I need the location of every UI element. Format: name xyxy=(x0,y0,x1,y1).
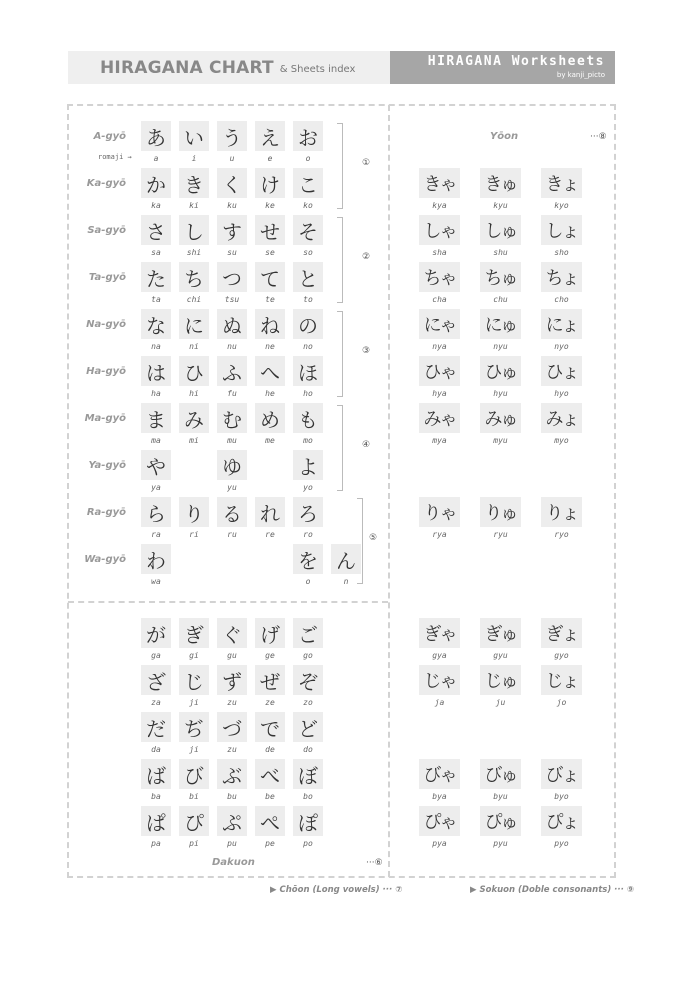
kana-tile: ちゅ xyxy=(480,262,521,292)
romaji-label: nyo xyxy=(554,342,569,351)
row-label: Ya-gyō xyxy=(88,460,126,471)
romaji-label: myo xyxy=(554,436,569,445)
kana-tile: ひ xyxy=(179,356,209,386)
brand-byline: by kanji_picto xyxy=(556,71,605,79)
group-number: ④ xyxy=(362,440,371,450)
group-number: ② xyxy=(362,252,371,262)
romaji-label: ra xyxy=(151,530,161,539)
romaji-label: tsu xyxy=(224,295,240,304)
romaji-label: a xyxy=(153,154,159,163)
choon-label: Chōon (Long vowels) ··· ⑦ xyxy=(279,885,403,895)
kana-tile: りゅ xyxy=(480,497,521,527)
kana-tile: ま xyxy=(141,403,171,433)
romaji-label: ta xyxy=(151,295,161,304)
romaji-label: gya xyxy=(432,651,447,660)
romaji-label: ji xyxy=(189,745,199,754)
page-title: HIRAGANA CHART xyxy=(100,57,274,78)
romaji-label: pu xyxy=(227,839,237,848)
kana-tile: りゃ xyxy=(419,497,460,527)
kana-tile: げ xyxy=(255,618,285,648)
romaji-label: hyo xyxy=(554,389,569,398)
kana-tile: みゅ xyxy=(480,403,521,433)
kana-tile: ぶ xyxy=(217,759,247,789)
kana-tile: ほ xyxy=(293,356,323,386)
romaji-label: de xyxy=(265,745,275,754)
romaji-label: za xyxy=(151,698,161,707)
romaji-label: ku xyxy=(227,201,237,210)
romaji-label: shu xyxy=(493,248,508,257)
group-bracket xyxy=(337,123,343,209)
romaji-label: ryo xyxy=(554,530,569,539)
group-bracket xyxy=(337,311,343,397)
kana-tile: あ xyxy=(141,121,171,151)
kana-tile: ご xyxy=(293,618,323,648)
kana-tile: り xyxy=(179,497,209,527)
kana-tile: は xyxy=(141,356,171,386)
kana-tile: さ xyxy=(141,215,171,245)
romaji-label: pe xyxy=(265,839,275,848)
romaji-label: pyo xyxy=(554,839,569,848)
kana-tile: びょ xyxy=(541,759,582,789)
romaji-label: ze xyxy=(265,698,275,707)
romaji-label: yu xyxy=(227,483,237,492)
romaji-label: kyu xyxy=(493,201,508,210)
romaji-label: ni xyxy=(189,342,199,351)
kana-tile: み xyxy=(179,403,209,433)
kana-tile: き xyxy=(179,168,209,198)
group-number: ① xyxy=(362,158,371,168)
romaji-note: romaji → xyxy=(98,153,132,161)
romaji-label: nya xyxy=(432,342,447,351)
row-label: Ka-gyō xyxy=(86,178,126,189)
kana-tile: みょ xyxy=(541,403,582,433)
kana-tile: れ xyxy=(255,497,285,527)
triangle-right-icon: ▶ xyxy=(270,885,277,895)
kana-tile: つ xyxy=(217,262,247,292)
kana-tile: け xyxy=(255,168,285,198)
romaji-label: se xyxy=(265,248,275,257)
kana-tile: きょ xyxy=(541,168,582,198)
yoon-title: Yōon xyxy=(490,131,519,142)
romaji-label: mya xyxy=(432,436,447,445)
romaji-label: ja xyxy=(434,698,445,707)
kana-tile: ば xyxy=(141,759,171,789)
romaji-label: ri xyxy=(189,530,199,539)
kana-tile: ちょ xyxy=(541,262,582,292)
romaji-label: n xyxy=(343,577,349,586)
romaji-label: pa xyxy=(151,839,161,848)
romaji-label: po xyxy=(303,839,313,848)
romaji-label: bi xyxy=(189,792,199,801)
column-divider xyxy=(388,105,390,877)
kana-tile: ぎ xyxy=(179,618,209,648)
group-number: ③ xyxy=(362,346,371,356)
romaji-label: ma xyxy=(151,436,161,445)
romaji-label: so xyxy=(303,248,313,257)
romaji-label: ka xyxy=(151,201,161,210)
romaji-label: sa xyxy=(151,248,161,257)
kana-tile: へ xyxy=(255,356,285,386)
romaji-label: mu xyxy=(227,436,237,445)
romaji-label: ke xyxy=(265,201,275,210)
romaji-label: gyu xyxy=(493,651,508,660)
romaji-label: sho xyxy=(554,248,569,257)
kana-tile: だ xyxy=(141,712,171,742)
kana-tile: が xyxy=(141,618,171,648)
triangle-right-icon: ▶ xyxy=(470,885,477,895)
romaji-label: chi xyxy=(186,295,202,304)
romaji-label: su xyxy=(227,248,237,257)
kana-tile: しょ xyxy=(541,215,582,245)
kana-tile: め xyxy=(255,403,285,433)
romaji-label: bu xyxy=(227,792,237,801)
romaji-label: zu xyxy=(227,745,237,754)
kana-tile: ず xyxy=(217,665,247,695)
kana-tile: び xyxy=(179,759,209,789)
romaji-label: ya xyxy=(151,483,161,492)
section-divider xyxy=(68,601,388,603)
kana-tile: ぴゅ xyxy=(480,806,521,836)
kana-tile: な xyxy=(141,309,171,339)
row-label: Ta-gyō xyxy=(88,272,126,283)
kana-tile: じ xyxy=(179,665,209,695)
romaji-label: ne xyxy=(265,342,275,351)
romaji-label: bo xyxy=(303,792,313,801)
group-bracket xyxy=(357,498,363,584)
kana-tile: ぬ xyxy=(217,309,247,339)
kana-tile: ぞ xyxy=(293,665,323,695)
kana-tile: ろ xyxy=(293,497,323,527)
romaji-label: ru xyxy=(227,530,237,539)
kana-tile: にょ xyxy=(541,309,582,339)
kana-tile: か xyxy=(141,168,171,198)
romaji-label: ho xyxy=(303,389,313,398)
romaji-label: ji xyxy=(189,698,199,707)
kana-tile: く xyxy=(217,168,247,198)
kana-tile: ひゅ xyxy=(480,356,521,386)
kana-tile: ぷ xyxy=(217,806,247,836)
romaji-label: e xyxy=(267,154,273,163)
kana-tile: ね xyxy=(255,309,285,339)
choon-link[interactable] xyxy=(270,885,402,895)
brand-banner xyxy=(390,51,615,84)
kana-tile: ひゃ xyxy=(419,356,460,386)
romaji-label: wa xyxy=(151,577,161,586)
romaji-label: hi xyxy=(189,389,199,398)
kana-tile: む xyxy=(217,403,247,433)
romaji-label: ju xyxy=(495,698,506,707)
romaji-label: nu xyxy=(227,342,237,351)
kana-tile: りょ xyxy=(541,497,582,527)
romaji-label: pyu xyxy=(493,839,508,848)
row-label: Na-gyō xyxy=(86,319,126,330)
kana-tile: す xyxy=(217,215,247,245)
romaji-label: no xyxy=(303,342,313,351)
kana-tile: ぼ xyxy=(293,759,323,789)
romaji-label: ga xyxy=(151,651,161,660)
romaji-label: zu xyxy=(227,698,237,707)
romaji-label: bya xyxy=(432,792,447,801)
kana-tile: じゅ xyxy=(480,665,521,695)
romaji-label: na xyxy=(151,342,161,351)
romaji-label: o xyxy=(305,154,311,163)
romaji-label: o xyxy=(305,577,311,586)
kana-tile: ふ xyxy=(217,356,247,386)
yoon-marker: ···⑧ xyxy=(590,132,607,142)
romaji-label: hya xyxy=(432,389,447,398)
romaji-label: jo xyxy=(556,698,567,707)
kana-tile: ぢ xyxy=(179,712,209,742)
kana-tile: ど xyxy=(293,712,323,742)
kana-tile: ぎゅ xyxy=(480,618,521,648)
kana-tile: ちゃ xyxy=(419,262,460,292)
romaji-label: rya xyxy=(432,530,447,539)
row-label: A-gyō xyxy=(93,131,126,142)
kana-tile: ぜ xyxy=(255,665,285,695)
kana-tile: きゃ xyxy=(419,168,460,198)
kana-tile: ち xyxy=(179,262,209,292)
romaji-label: zo xyxy=(303,698,313,707)
kana-tile: を xyxy=(293,544,323,574)
kana-tile: にゅ xyxy=(480,309,521,339)
romaji-label: ha xyxy=(151,389,161,398)
kana-tile: ぴょ xyxy=(541,806,582,836)
row-label: Ra-gyō xyxy=(86,507,126,518)
romaji-label: be xyxy=(265,792,275,801)
romaji-label: cha xyxy=(432,295,447,304)
kana-tile: に xyxy=(179,309,209,339)
romaji-label: u xyxy=(229,154,235,163)
romaji-label: gu xyxy=(227,651,237,660)
romaji-label: kyo xyxy=(554,201,569,210)
romaji-label: byu xyxy=(493,792,508,801)
romaji-label: mo xyxy=(303,436,313,445)
romaji-label: cho xyxy=(554,295,569,304)
romaji-label: pi xyxy=(189,839,199,848)
row-label: Ma-gyō xyxy=(84,413,126,424)
kana-tile: みゃ xyxy=(419,403,460,433)
kana-tile: ぴゃ xyxy=(419,806,460,836)
kana-tile: じゃ xyxy=(419,665,460,695)
romaji-label: to xyxy=(303,295,313,304)
dakuon-marker: ···⑥ xyxy=(366,858,383,868)
kana-tile: る xyxy=(217,497,247,527)
kana-tile: しゃ xyxy=(419,215,460,245)
kana-tile: にゃ xyxy=(419,309,460,339)
romaji-label: i xyxy=(191,154,197,163)
row-label: Sa-gyō xyxy=(87,225,126,236)
group-number: ⑤ xyxy=(369,533,378,543)
kana-tile: きゅ xyxy=(480,168,521,198)
kana-tile: せ xyxy=(255,215,285,245)
kana-tile: よ xyxy=(293,450,323,480)
kana-tile: と xyxy=(293,262,323,292)
sokuon-link[interactable] xyxy=(470,885,634,895)
romaji-label: myu xyxy=(493,436,508,445)
romaji-label: pya xyxy=(432,839,447,848)
romaji-label: hyu xyxy=(493,389,508,398)
kana-tile: て xyxy=(255,262,285,292)
romaji-label: ro xyxy=(303,530,313,539)
kana-tile: え xyxy=(255,121,285,151)
kana-tile: い xyxy=(179,121,209,151)
kana-tile: ぽ xyxy=(293,806,323,836)
kana-tile: ら xyxy=(141,497,171,527)
row-label: Wa-gyō xyxy=(84,554,126,565)
kana-tile: べ xyxy=(255,759,285,789)
kana-tile: ざ xyxy=(141,665,171,695)
row-label: Ha-gyō xyxy=(86,366,126,377)
romaji-label: go xyxy=(303,651,313,660)
romaji-label: sha xyxy=(432,248,447,257)
kana-tile: の xyxy=(293,309,323,339)
kana-tile: づ xyxy=(217,712,247,742)
kana-tile: ぐ xyxy=(217,618,247,648)
romaji-label: shi xyxy=(186,248,202,257)
romaji-label: chu xyxy=(493,295,508,304)
kana-tile: も xyxy=(293,403,323,433)
kana-tile: ぺ xyxy=(255,806,285,836)
romaji-label: ba xyxy=(151,792,161,801)
kana-tile: し xyxy=(179,215,209,245)
chart-header xyxy=(68,51,390,84)
kana-tile: びゅ xyxy=(480,759,521,789)
kana-tile: じょ xyxy=(541,665,582,695)
romaji-label: byo xyxy=(554,792,569,801)
kana-tile: た xyxy=(141,262,171,292)
group-bracket xyxy=(337,217,343,303)
romaji-label: ko xyxy=(303,201,313,210)
romaji-label: me xyxy=(265,436,275,445)
romaji-label: yo xyxy=(303,483,313,492)
page-subtitle: & Sheets index xyxy=(279,64,356,75)
romaji-label: da xyxy=(151,745,161,754)
romaji-label: gi xyxy=(189,651,199,660)
kana-tile: ひょ xyxy=(541,356,582,386)
group-bracket xyxy=(337,405,343,491)
romaji-label: ryu xyxy=(493,530,508,539)
kana-tile: ぎょ xyxy=(541,618,582,648)
dakuon-title: Dakuon xyxy=(212,857,255,868)
sokuon-label: Sokuon (Doble consonants) ··· ⑨ xyxy=(479,885,635,895)
kana-tile: ぱ xyxy=(141,806,171,836)
kana-tile: う xyxy=(217,121,247,151)
kana-tile: ぎゃ xyxy=(419,618,460,648)
kana-tile: そ xyxy=(293,215,323,245)
kana-tile: ん xyxy=(331,544,361,574)
romaji-label: kya xyxy=(432,201,447,210)
romaji-label: ge xyxy=(265,651,275,660)
kana-tile: で xyxy=(255,712,285,742)
kana-tile: ゆ xyxy=(217,450,247,480)
romaji-label: he xyxy=(265,389,275,398)
kana-tile: しゅ xyxy=(480,215,521,245)
romaji-label: re xyxy=(265,530,275,539)
romaji-label: do xyxy=(303,745,313,754)
kana-tile: ぴ xyxy=(179,806,209,836)
romaji-label: nyu xyxy=(493,342,508,351)
romaji-label: te xyxy=(265,295,275,304)
romaji-label: gyo xyxy=(554,651,569,660)
romaji-label: mi xyxy=(189,436,199,445)
kana-tile: や xyxy=(141,450,171,480)
kana-tile: わ xyxy=(141,544,171,574)
romaji-label: ki xyxy=(189,201,199,210)
kana-tile: びゃ xyxy=(419,759,460,789)
romaji-label: fu xyxy=(227,389,237,398)
brand-title: HIRAGANA Worksheets xyxy=(427,54,605,69)
kana-tile: こ xyxy=(293,168,323,198)
kana-tile: お xyxy=(293,121,323,151)
